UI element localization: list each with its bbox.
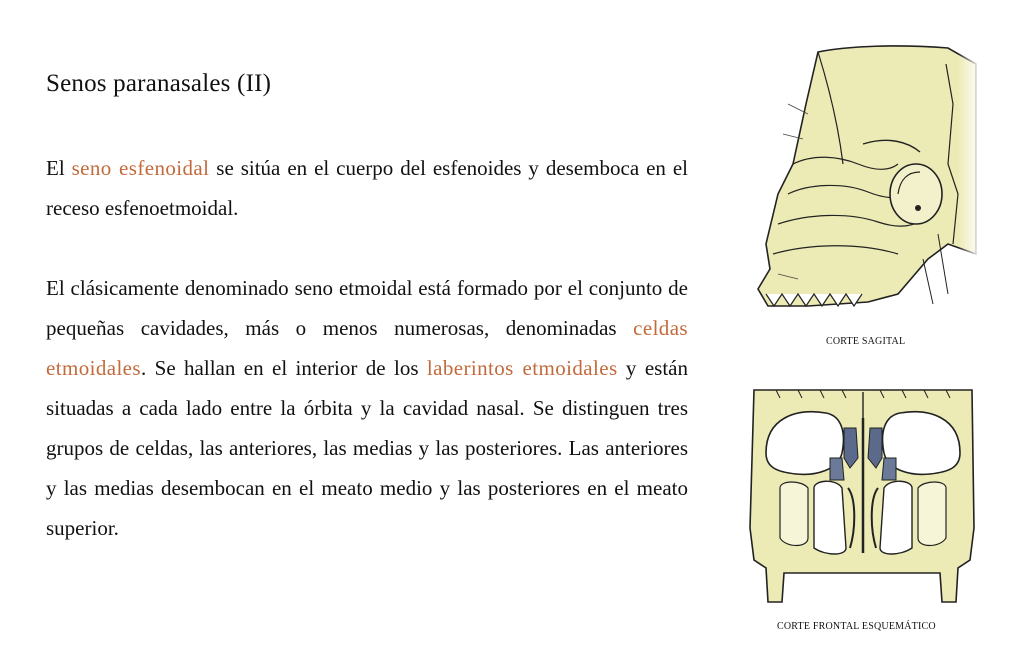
para2-part2: . Se hallan en el interior de los [140,356,427,380]
caption-sagittal: CORTE SAGITAL [826,336,906,347]
para1-after: se sitúa en el cuerpo del esfenoides y desemboca en el receso esfenoetmoidal. [46,156,688,220]
paragraph-sphenoid [46,148,688,228]
frontal-section-illustration [746,388,980,610]
paragraph-ethmoid [46,268,688,548]
highlight-seno-esfenoidal: seno esfenoidal [71,156,210,180]
para2-part3: y están situadas a cada lado entre la órbita y la cavidad nasal. Se distinguen tres grupos de celdas, las anteriores, las medias y las posteriores. Las anteriores y las medias desembocan en el meato medio y las posteriores en el meato superior. [46,356,688,540]
para1-before: El [46,156,72,180]
caption-frontal: CORTE FRONTAL ESQUEMÁTICO [777,621,936,632]
highlight-celdas-etmoidales: celdas etmoidales [46,316,688,380]
body-text [46,148,688,548]
sagittal-section-illustration [748,44,978,316]
para2-part1: El clásicamente denominado seno etmoidal está formado por el conjunto de pequeñas cavidades, más o menos numerosas, denominadas [46,276,688,340]
highlight-laberintos-etmoidales: laberintos etmoidales [426,356,618,380]
page-title: Senos paranasales (II) [46,70,272,97]
